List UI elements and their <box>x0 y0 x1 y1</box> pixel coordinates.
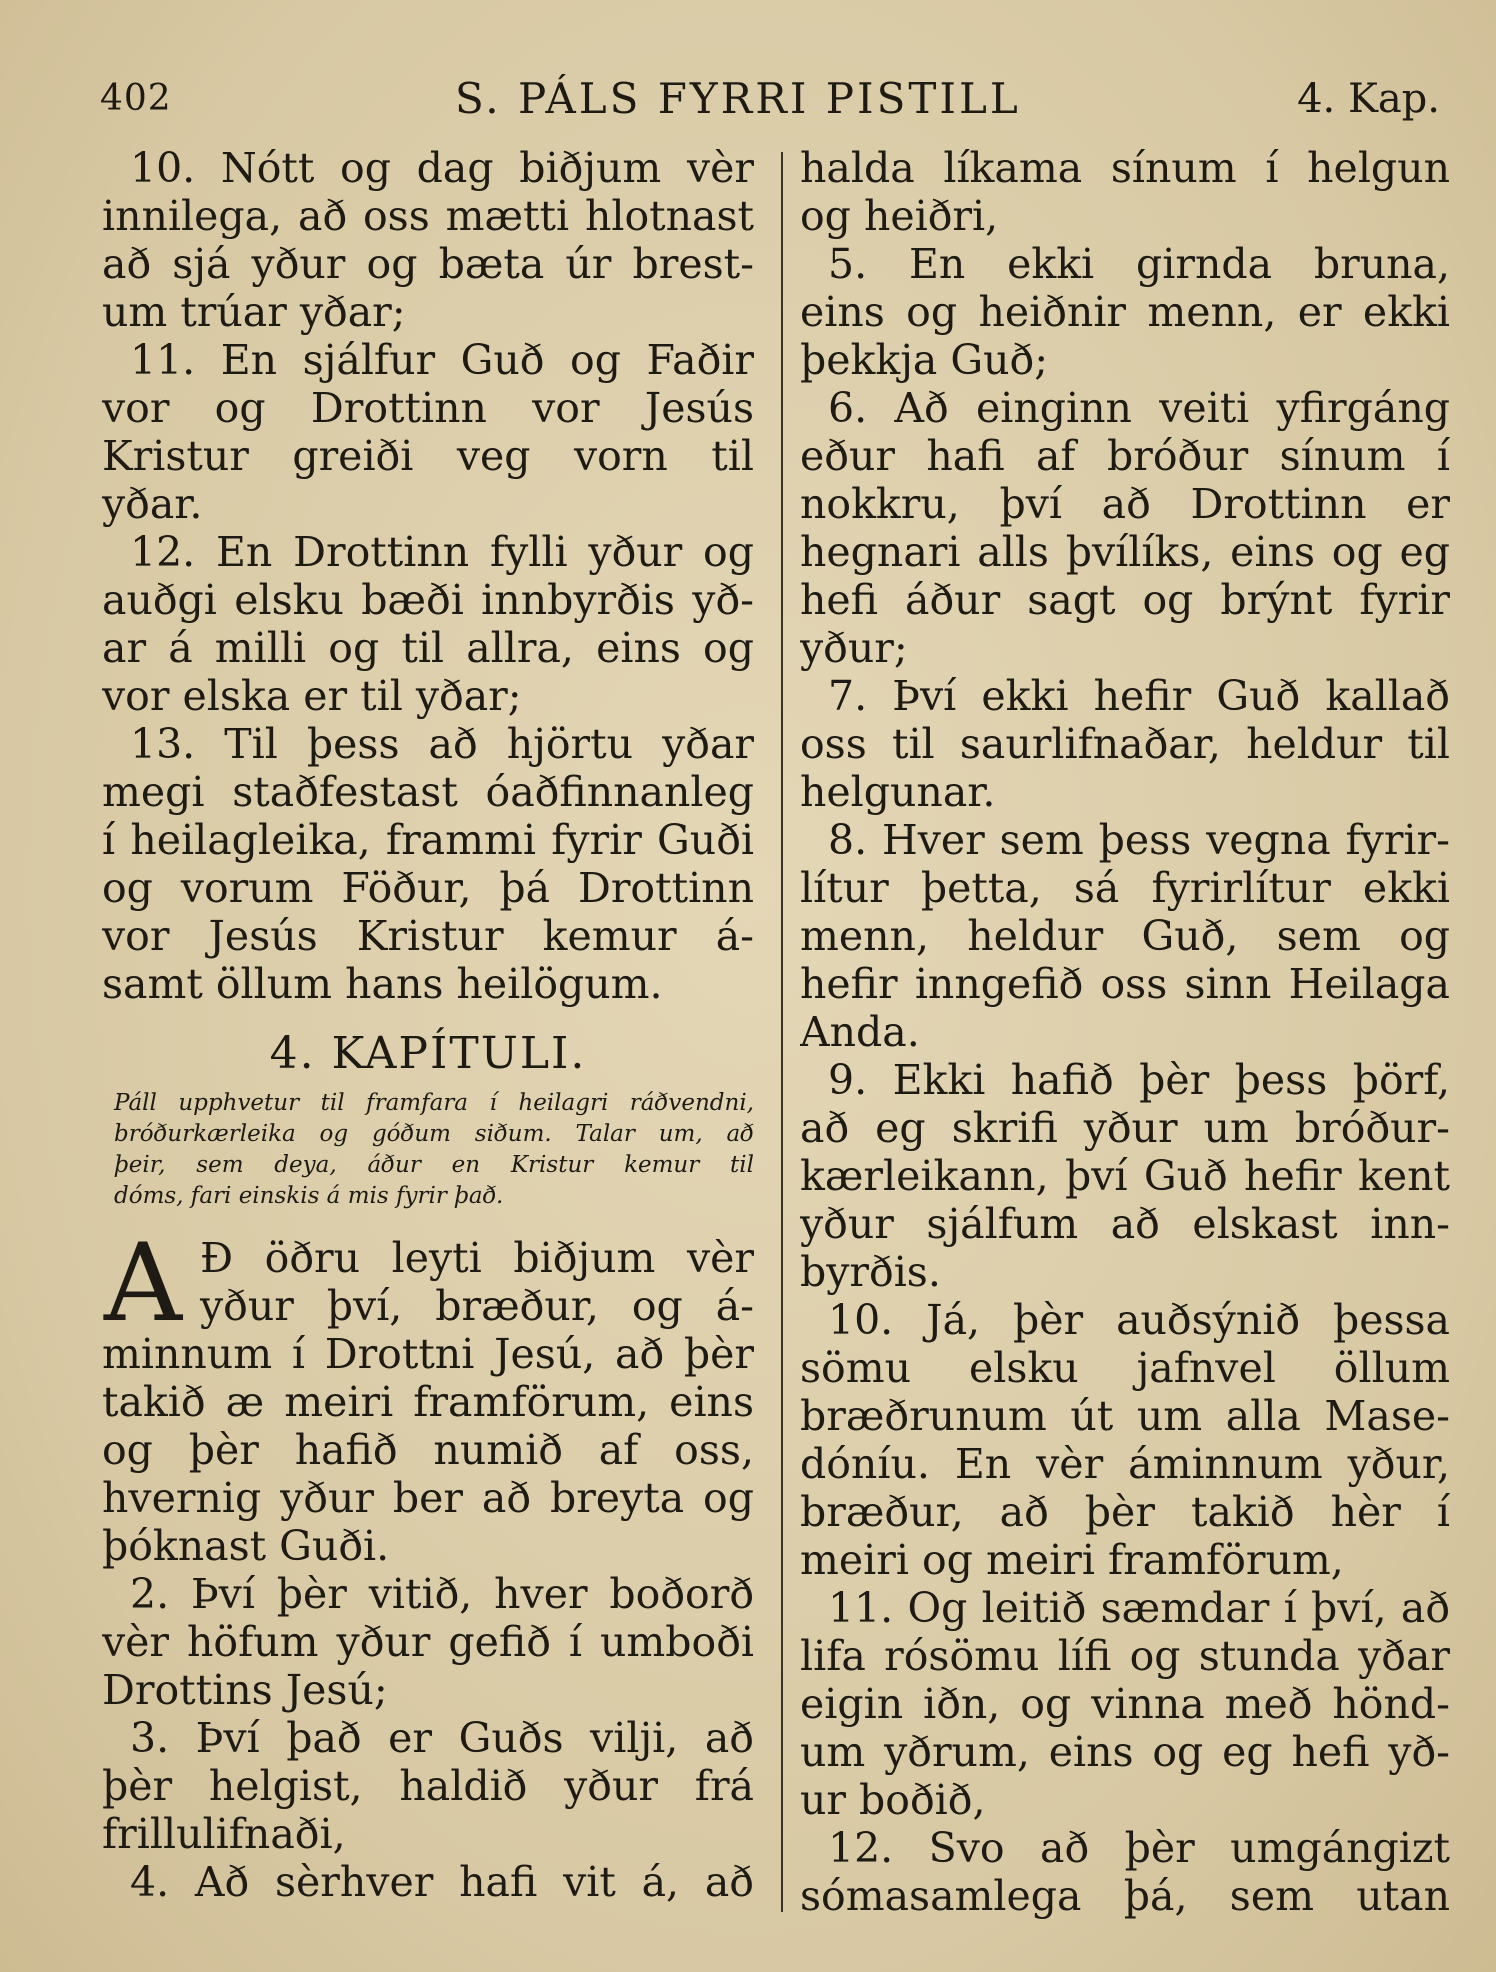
text-line: 11. Og leitið sæmdar í því, að <box>828 1584 1450 1632</box>
spacer <box>102 1212 754 1234</box>
text-line: dóníu. En vèr áminnum yður, <box>800 1440 1450 1488</box>
text-line: og heiðri, <box>800 192 999 240</box>
text-line: að sjá yður og bæta úr brest- <box>102 240 754 288</box>
right-column <box>800 144 1450 1920</box>
text-line: menn, heldur Guð, sem og <box>800 912 1450 960</box>
text-line: Ð öðru leyti biðjum vèr <box>200 1234 754 1282</box>
text-line: ur boðið, <box>800 1776 986 1824</box>
text-line: 7. Því ekki hefir Guð kallað <box>828 672 1450 720</box>
text-line: frillulifnaði, <box>102 1810 346 1858</box>
text-line: í heilagleika, frammi fyrir Guði <box>102 816 754 864</box>
text-line: þèr helgist, haldið yður frá <box>102 1762 754 1810</box>
text-line: byrðis. <box>800 1248 941 1296</box>
text-line: þekkja Guð; <box>800 336 1049 384</box>
text-line: eins og heiðnir menn, er ekki <box>800 288 1450 336</box>
summary-line: Páll upphvetur til framfara í heilagri ráðvendni, <box>114 1090 754 1116</box>
text-line: vèr höfum yður gefið í umboði <box>102 1618 754 1666</box>
text-line: Anda. <box>800 1008 920 1056</box>
text-line: bræðrunum út um alla Mase- <box>800 1392 1450 1440</box>
text-line: innilega, að oss mætti hlotnast <box>102 192 754 240</box>
text-line: takið æ meiri framförum, eins <box>102 1378 754 1426</box>
text-line: eður hafi af bróður sínum í <box>800 432 1450 480</box>
summary-line: dóms, fari einskis á mis fyrir það. <box>114 1183 504 1209</box>
text-line: helgunar. <box>800 768 996 816</box>
text-line: hefir inngefið oss sinn Heilaga <box>800 960 1450 1008</box>
left-column <box>102 144 754 1906</box>
text-line: kærleikann, því Guð hefir kent <box>800 1152 1450 1200</box>
text-line: sömu elsku jafnvel öllum <box>800 1344 1450 1392</box>
summary-line: bróðurkærleika og góðum siðum. Talar um, að <box>114 1121 754 1147</box>
text-line: að eg skrifi yður um bróður- <box>800 1104 1450 1152</box>
text-line: 3. Því það er Guðs vilji, að <box>130 1714 754 1762</box>
text-line: 10. Já, þèr auðsýnið þessa <box>828 1296 1450 1344</box>
text-line: megi staðfestast óaðfinnanleg <box>102 768 754 816</box>
text-line: vor og Drottinn vor Jesús <box>102 384 754 432</box>
text-line: ar á milli og til allra, eins og <box>102 624 754 672</box>
column-divider <box>781 152 783 1912</box>
text-line: 11. En sjálfur Guð og Faðir <box>130 336 754 384</box>
text-line: nokkru, því að Drottinn er <box>800 480 1450 528</box>
text-line: 10. Nótt og dag biðjum vèr <box>130 144 754 192</box>
page-number: 402 <box>100 78 172 119</box>
text-line: og vorum Föður, þá Drottinn <box>102 864 754 912</box>
text-line: eigin iðn, og vinna með hönd- <box>800 1680 1450 1728</box>
text-line: yður; <box>800 624 908 672</box>
text-line: Kristur greiði veg vorn til <box>102 432 754 480</box>
text-line: hvernig yður ber að breyta og <box>102 1474 754 1522</box>
text-line: hefi áður sagt og brýnt fyrir <box>800 576 1450 624</box>
text-line: 13. Til þess að hjörtu yðar <box>130 720 754 768</box>
summary-line: þeir, sem deya, áður en Kristur kemur til <box>114 1152 754 1178</box>
chapter-summary <box>102 1088 754 1212</box>
text-line: yður því, bræður, og á- <box>200 1282 754 1330</box>
text-line: 8. Hver sem þess vegna fyrir- <box>828 816 1450 864</box>
text-line: lítur þetta, sá fyrirlítur ekki <box>800 864 1450 912</box>
text-line: oss til saurlifnaðar, heldur til <box>800 720 1450 768</box>
text-line: 5. En ekki girnda bruna, <box>828 240 1450 288</box>
text-line: lifa rósömu lífi og stunda yðar <box>800 1632 1450 1680</box>
text-line: bræður, að þèr takið hèr í <box>800 1488 1450 1536</box>
running-header <box>100 74 1440 138</box>
text-line: yður sjálfum að elskast inn- <box>800 1200 1450 1248</box>
chapter-indicator: 4. Kap. <box>1297 76 1440 122</box>
text-line: auðgi elsku bæði innbyrðis yð- <box>102 576 754 624</box>
text-line: 4. Að sèrhver hafi vit á, að <box>130 1858 754 1906</box>
drop-cap: A <box>104 1221 182 1346</box>
text-line: minnum í Drottni Jesú, að þèr <box>102 1330 754 1378</box>
text-line: 6. Að einginn veiti yfirgáng <box>828 384 1450 432</box>
drop-cap-paragraph <box>102 1221 754 1346</box>
text-line: og þèr hafið numið af oss, <box>102 1426 754 1474</box>
text-line: samt öllum hans heilögum. <box>102 960 663 1008</box>
chapter-heading: 4. KAPÍTULI. <box>269 1028 587 1079</box>
text-line: Drottins Jesú; <box>102 1666 388 1714</box>
text-line: 2. Því þèr vitið, hver boðorð <box>130 1570 754 1618</box>
text-line: um yðrum, eins og eg hefi yð- <box>800 1728 1450 1776</box>
text-line: hegnari alls þvílíks, eins og eg <box>800 528 1450 576</box>
text-line: yðar. <box>102 480 203 528</box>
text-line: vor Jesús Kristur kemur á- <box>102 912 754 960</box>
text-line: sómasamlega þá, sem utan <box>800 1872 1450 1920</box>
text-line: 12. Svo að þèr umgángizt <box>828 1824 1450 1872</box>
text-line: 12. En Drottinn fylli yður og <box>130 528 754 576</box>
text-line: vor elska er til yðar; <box>102 672 522 720</box>
text-line: halda líkama sínum í helgun <box>800 144 1450 192</box>
text-line: um trúar yðar; <box>102 288 406 336</box>
text-line: meiri og meiri framförum, <box>800 1536 1344 1584</box>
text-line: 9. Ekki hafið þèr þess þörf, <box>828 1056 1450 1104</box>
text-line: þóknast Guði. <box>102 1522 390 1570</box>
running-title: S. PÁLS FYRRI PISTILL <box>455 74 1021 123</box>
